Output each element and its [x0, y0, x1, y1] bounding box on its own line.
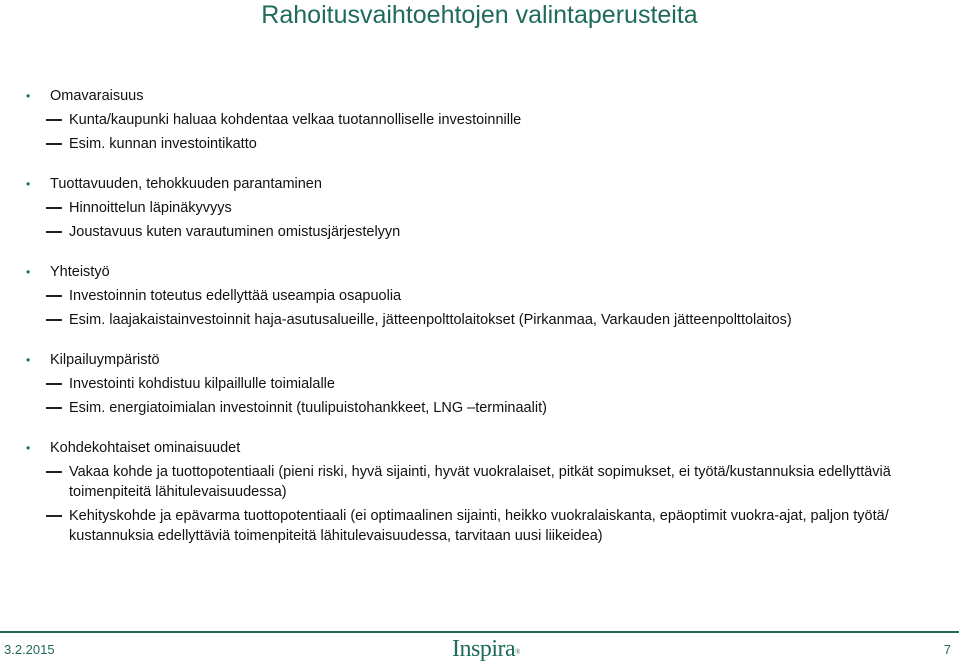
dash-icon — [24, 462, 69, 482]
section-tuottavuus — [24, 174, 924, 242]
list-item: Joustavuus kuten varautuminen omistusjärjestelyyn — [24, 222, 924, 242]
slide-title: Rahoitusvaihtoehtojen valintaperusteita — [261, 1, 698, 29]
bullet-icon: • — [26, 177, 31, 191]
list-item: Vakaa kohde ja tuottopotentiaali (pieni riski, hyvä sijainti, hyvät vuokralaiset, pitkät sopimukset, ei työtä/kustannuksia edellyttäviä toimenpiteitä lähitulevaisuudessa) — [24, 462, 924, 502]
section-heading: Tuottavuuden, tehokkuuden parantaminen — [50, 176, 322, 192]
bullet-icon: • — [26, 353, 31, 367]
slide-content — [24, 86, 924, 566]
footer-date: 3.2.2015 — [4, 642, 55, 657]
list-item: Esim. energiatoimialan investoinnit (tuulipuistohankkeet, LNG –terminaalit) — [24, 398, 924, 418]
dash-icon — [24, 198, 69, 218]
section-kilpailuymparisto — [24, 350, 924, 418]
dash-icon — [24, 222, 69, 242]
section-heading: Yhteistyö — [50, 264, 110, 280]
bullet-icon: • — [26, 441, 31, 455]
section-heading: Kilpailuympäristö — [50, 352, 160, 368]
section-heading: Omavaraisuus — [50, 88, 144, 104]
section-yhteistyo — [24, 262, 924, 330]
dash-icon — [24, 134, 69, 154]
bullet-icon: • — [26, 89, 31, 103]
list-item: Kehityskohde ja epävarma tuottopotentiaali (ei optimaalinen sijainti, heikko vuokralaiskanta, epäoptimit vuokra-ajat, paljon työtä/ kustannuksia edellyttäviä toimenpiteitä lähitulevaisuudessa, tarvitaan uusi liikeidea) — [24, 506, 924, 546]
dash-icon — [24, 506, 69, 526]
list-item: Kunta/kaupunki haluaa kohdentaa velkaa tuotannolliselle investoinnille — [24, 110, 924, 130]
section-heading: Kohdekohtaiset ominaisuudet — [50, 440, 241, 456]
list-item: Investoinnin toteutus edellyttää useampia osapuolia — [24, 286, 924, 306]
footer-divider — [0, 631, 959, 633]
dash-icon — [24, 110, 69, 130]
page-number: 7 — [943, 642, 951, 657]
section-kohdekohtaiset — [24, 438, 924, 546]
dash-icon — [24, 398, 69, 418]
section-omavaraisuus — [24, 86, 924, 154]
dash-icon — [24, 310, 69, 330]
dash-icon — [24, 374, 69, 394]
list-item: Investointi kohdistuu kilpaillulle toimialalle — [24, 374, 924, 394]
inspira-logo: Inspira® — [452, 636, 520, 662]
dash-icon — [24, 286, 69, 306]
list-item: Hinnoittelun läpinäkyvyys — [24, 198, 924, 218]
bullet-icon: • — [26, 265, 31, 279]
list-item: Esim. laajakaistainvestoinnit haja-asutusalueille, jätteenpolttolaitokset (Pirkanmaa, Varkauden jätteenpolttolaitos) — [24, 310, 924, 330]
list-item: Esim. kunnan investointikatto — [24, 134, 924, 154]
